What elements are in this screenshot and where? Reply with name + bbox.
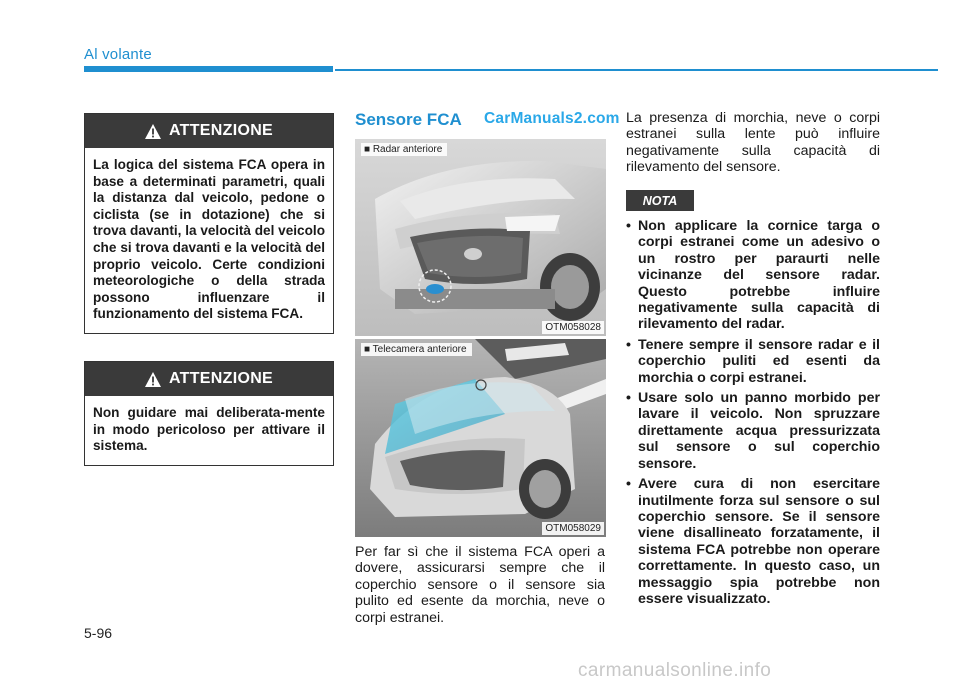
list-item: • Usare solo un panno morbido per lavare il veicolo. Non spruzzare direttamente acqua pressurizzata sul sensore o sul coperchio sensore. xyxy=(626,390,880,472)
figure-code: OTM058028 xyxy=(542,321,604,334)
car-front-camera-illustration xyxy=(355,339,606,537)
figure-label: ■ Telecamera anteriore xyxy=(361,343,472,356)
warning-text: La logica del sistema FCA opera in base a determinati parametri, quali la distanza dal veicolo, pedone o ciclista (se in dotazione) che si trova davanti, la velocità del veicolo che si trova davanti e la velocità del proprio veicolo. Certe condizioni meteorologiche o della strada possono influenzare il funzionamento del sistema FCA. xyxy=(93,157,325,322)
list-item: • Non applicare la cornice targa o corpi estranei come un adesivo o un rostro per paraurti nelle vicinanze del sensore radar. Questo potrebbe influire negativamente sulla capacità di rilevamento del radar. xyxy=(626,218,880,333)
figure-label: ■ Radar anteriore xyxy=(361,143,447,156)
note-bullet-list xyxy=(626,218,880,611)
warning-title: ATTENZIONE xyxy=(168,122,274,139)
warning-box-dangerous-driving xyxy=(84,361,334,466)
list-item: • Tenere sempre il sensore radar e il coperchio puliti ed esenti da morchia o corpi estranei. xyxy=(626,337,880,386)
warning-triangle-icon xyxy=(145,124,161,139)
warning-title: ATTENZIONE xyxy=(168,370,274,387)
header-rule-thick xyxy=(84,66,333,72)
figure-front-camera xyxy=(355,339,606,537)
fca-paragraph: Per far sì che il sistema FCA operi a dovere, assicurarsi sempre che il coperchio sensore o il sensore sia pulito ed esente da morchia, neve o corpi estranei. xyxy=(355,544,605,626)
warning-box-fca-logic xyxy=(84,113,334,334)
lens-paragraph: La presenza di morchia, neve o corpi estranei sulla lente può influire negativamente sulla capacità di rilevamento del sensore. xyxy=(626,110,880,176)
warning-header xyxy=(85,362,333,396)
warning-text: Non guidare mai deliberata-mente in modo pericoloso per attivare il sistema. xyxy=(93,405,325,454)
list-item: • Avere cura di non esercitare inutilmente forza sul sensore o sul coperchio sensore. Se il sensore viene disallineato forzatamente, il sistema FCA potrebbe non operare correttamente. In questo caso, un messaggio spia potrebbe non essere visualizzato. xyxy=(626,476,880,607)
fca-sensor-heading: Sensore FCA xyxy=(355,110,462,129)
note-label: NOTA xyxy=(626,190,694,211)
watermark-carmanualsonline: carmanualsonline.info xyxy=(578,660,772,681)
figure-code: OTM058029 xyxy=(542,522,604,535)
header-rule-thin xyxy=(335,69,938,71)
page-number: 5-96 xyxy=(84,625,113,641)
section-title: Al volante xyxy=(84,46,152,63)
car-front-radar-illustration xyxy=(355,139,606,336)
warning-header xyxy=(85,114,333,148)
figure-front-radar xyxy=(355,139,606,336)
warning-triangle-icon xyxy=(145,372,161,387)
watermark-carmanuals: CarManuals2.com xyxy=(484,110,620,127)
